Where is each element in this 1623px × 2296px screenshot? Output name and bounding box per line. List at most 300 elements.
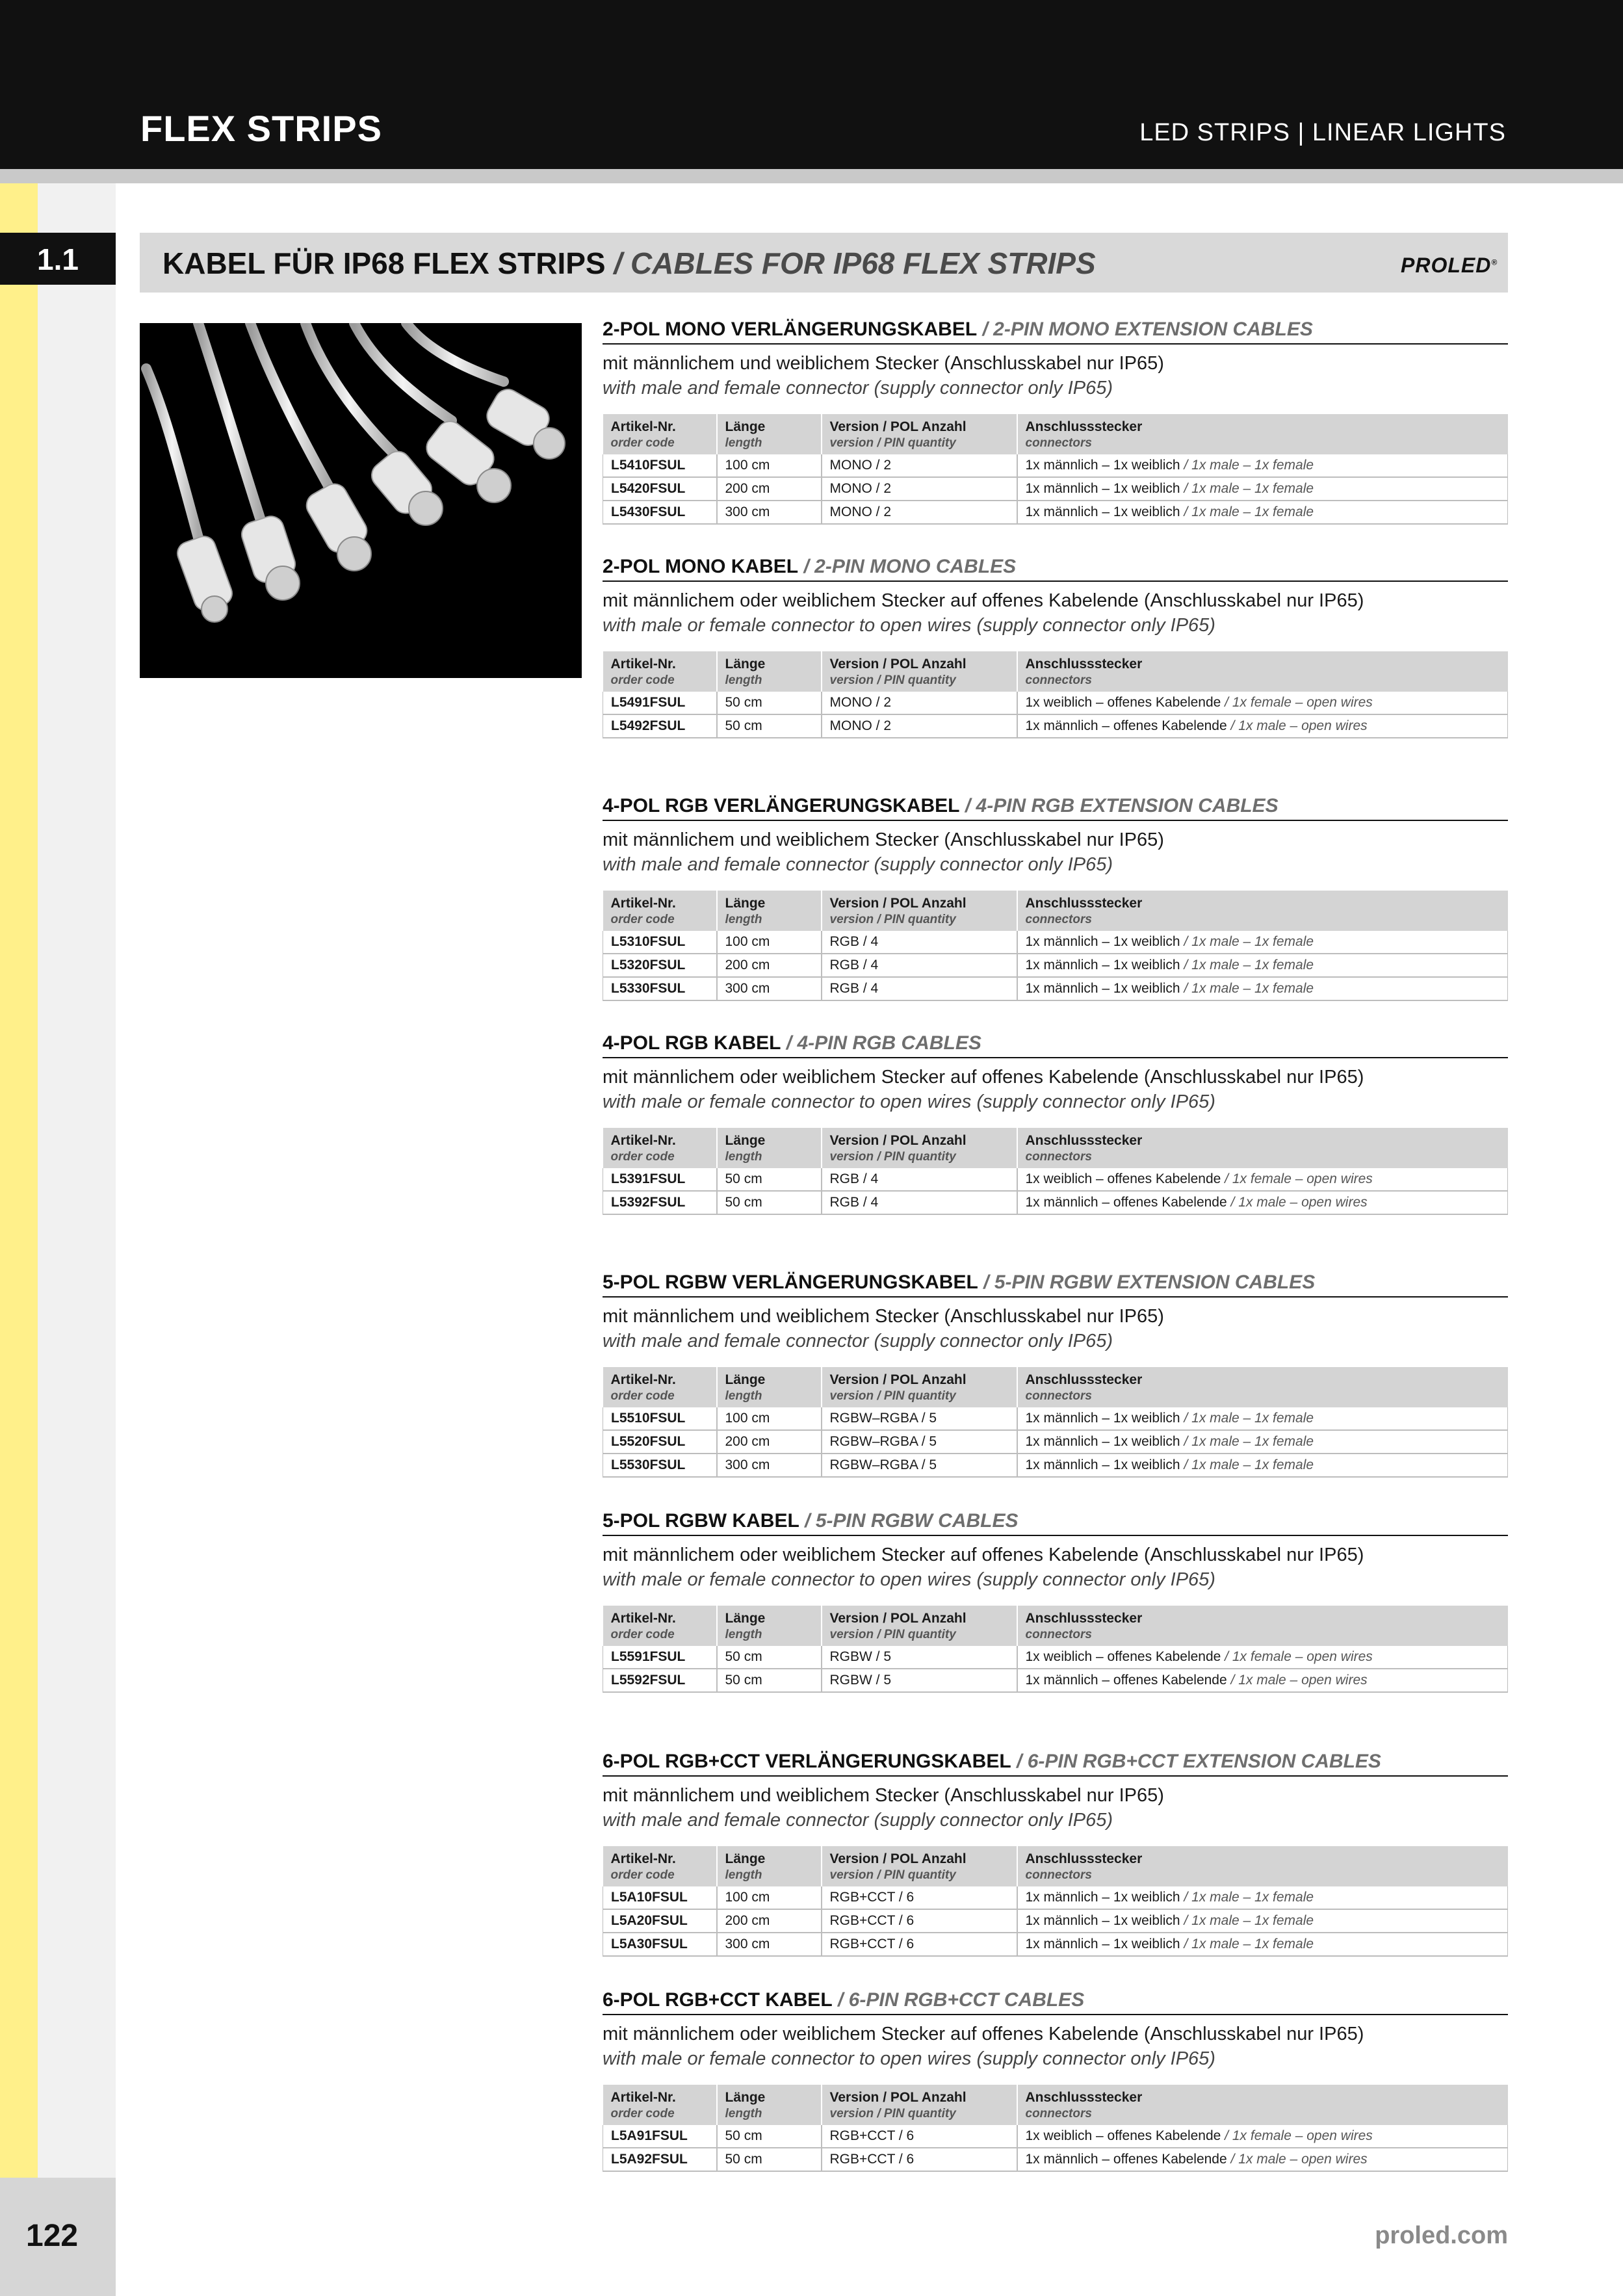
table-header-row	[603, 1128, 1508, 1168]
column-header-en: connectors	[1025, 1389, 1092, 1403]
order-code: L5492FSUL	[603, 714, 717, 738]
column-header-de: Länge	[725, 1611, 766, 1626]
block-title-de: 5-POL RGBW KABEL	[603, 1510, 799, 1532]
order-code: L5430FSUL	[603, 501, 717, 524]
block-title-en: 6-PIN RGB+CCT CABLES	[848, 1989, 1085, 2011]
table-row	[603, 1646, 1508, 1669]
column-header-de: Länge	[725, 1372, 766, 1387]
description-en: with male and female connector (supply connector only IP65)	[603, 1331, 1113, 1351]
spec-table	[603, 1367, 1508, 1478]
table-row	[603, 1886, 1508, 1909]
block-description	[603, 351, 1164, 400]
column-header-en: length	[725, 1628, 762, 1641]
connectors	[1017, 714, 1508, 738]
block-description	[603, 828, 1164, 877]
order-code: L5520FSUL	[603, 1430, 717, 1454]
order-code: L5530FSUL	[603, 1454, 717, 1477]
block-title-en: 4-PIN RGB EXTENSION CABLES	[976, 795, 1279, 816]
column-header-en: connectors	[1025, 1150, 1092, 1164]
pin-version: MONO / 2	[822, 477, 1017, 501]
table-row	[603, 1669, 1508, 1692]
column-header-de: Artikel-Nr.	[610, 2090, 676, 2105]
column-header-en: length	[725, 2107, 762, 2120]
connectors-de: 1x männlich – 1x weiblich	[1025, 1434, 1180, 1449]
registered-mark: ®	[1491, 257, 1498, 267]
column-header-en: connectors	[1025, 436, 1092, 450]
cable-length: 200 cm	[717, 477, 822, 501]
pin-version: RGBW–RGBA / 5	[822, 1407, 1017, 1430]
column-header-de: Anschlussstecker	[1025, 1372, 1143, 1387]
spec-table	[603, 1128, 1508, 1215]
order-code: L5310FSUL	[603, 931, 717, 954]
block-title	[603, 1751, 1508, 1777]
block-title-en: 2-PIN MONO CABLES	[814, 556, 1017, 577]
column-header-en: connectors	[1025, 1868, 1092, 1882]
column-header-de: Version / POL Anzahl	[829, 1611, 967, 1626]
section-title-de: KABEL FÜR IP68 FLEX STRIPS	[162, 246, 606, 280]
column-header-de: Version / POL Anzahl	[829, 2090, 967, 2105]
connectors-en: 1x male – 1x female	[1191, 1434, 1314, 1449]
column-header-de: Länge	[725, 657, 766, 672]
description-en: with male and female connector (supply connector only IP65)	[603, 854, 1113, 875]
cable-length: 200 cm	[717, 954, 822, 977]
table-row	[603, 1168, 1508, 1191]
table-row	[603, 931, 1508, 954]
column-header-de: Version / POL Anzahl	[829, 657, 967, 672]
column-header-en: connectors	[1025, 673, 1092, 687]
table-row	[603, 1909, 1508, 1933]
proled-logo	[1401, 254, 1498, 278]
connectors-en: 1x male – open wires	[1238, 718, 1368, 733]
order-code: L5510FSUL	[603, 1407, 717, 1430]
block-title-sep: /	[798, 556, 815, 577]
connectors-de: 1x männlich – 1x weiblich	[1025, 981, 1180, 996]
block-title-de: 2-POL MONO KABEL	[603, 556, 799, 577]
block-title-de: 6-POL RGB+CCT KABEL	[603, 1989, 833, 2011]
connectors-sep: /	[1180, 1411, 1192, 1426]
connectors-de: 1x männlich – 1x weiblich	[1025, 1913, 1180, 1928]
pin-version: RGBW–RGBA / 5	[822, 1430, 1017, 1454]
column-header-de: Anschlussstecker	[1025, 1133, 1143, 1148]
connectors-en: 1x male – 1x female	[1191, 481, 1314, 496]
section-title	[162, 246, 1096, 281]
column-header-de: Länge	[725, 2090, 766, 2105]
cable-length: 200 cm	[717, 1909, 822, 1933]
column-header-en: version / PIN quantity	[829, 913, 956, 926]
column-header	[822, 651, 1017, 692]
table-row	[603, 1407, 1508, 1430]
block-title-de: 5-POL RGBW VERLÄNGERUNGSKABEL	[603, 1272, 978, 1293]
cable-length: 300 cm	[717, 1454, 822, 1477]
table-row	[603, 692, 1508, 714]
column-header-de: Artikel-Nr.	[610, 1133, 676, 1148]
column-header-en: order code	[610, 1389, 675, 1403]
connectors-sep: /	[1180, 981, 1192, 996]
column-header-de: Anschlussstecker	[1025, 896, 1143, 911]
description-en: with male or female connector to open wires (supply connector only IP65)	[603, 1569, 1215, 1590]
column-header-de: Version / POL Anzahl	[829, 896, 967, 911]
column-header-de: Anschlussstecker	[1025, 419, 1143, 434]
pin-version: MONO / 2	[822, 454, 1017, 477]
pin-version: MONO / 2	[822, 501, 1017, 524]
connectors-de: 1x männlich – 1x weiblich	[1025, 1457, 1180, 1472]
table-header-row	[603, 414, 1508, 454]
column-header-en: length	[725, 436, 762, 450]
catalog-title: FLEX STRIPS	[140, 108, 382, 149]
connectors-en: 1x male – open wires	[1238, 1673, 1368, 1688]
order-code: L5330FSUL	[603, 977, 717, 1000]
cable-length: 50 cm	[717, 1191, 822, 1214]
connectors-en: 1x male – 1x female	[1191, 958, 1314, 972]
order-code: L5592FSUL	[603, 1669, 717, 1692]
connectors-en: 1x male – 1x female	[1191, 1890, 1314, 1905]
connectors-sep: /	[1227, 2152, 1239, 2167]
table-row	[603, 477, 1508, 501]
column-header-de: Länge	[725, 1133, 766, 1148]
column-header-en: order code	[610, 436, 675, 450]
pin-version: RGB / 4	[822, 1191, 1017, 1214]
connectors	[1017, 1191, 1508, 1214]
column-header-en: length	[725, 673, 762, 687]
column-header	[822, 2085, 1017, 2125]
connectors-de: 1x weiblich – offenes Kabelende	[1025, 1171, 1221, 1186]
connectors-de: 1x männlich – 1x weiblich	[1025, 958, 1180, 972]
table-row	[603, 1454, 1508, 1477]
spec-table	[603, 651, 1508, 738]
column-header	[603, 1367, 717, 1407]
connectors-de: 1x männlich – offenes Kabelende	[1025, 1195, 1227, 1210]
order-code: L5491FSUL	[603, 692, 717, 714]
cable-length: 100 cm	[717, 931, 822, 954]
description-de: mit männlichem und weiblichem Stecker (Anschlusskabel nur IP65)	[603, 1785, 1164, 1806]
column-header-de: Länge	[725, 1851, 766, 1866]
column-header-en: order code	[610, 2107, 675, 2120]
column-header	[717, 2085, 822, 2125]
description-de: mit männlichem und weiblichem Stecker (Anschlusskabel nur IP65)	[603, 1306, 1164, 1327]
description-de: mit männlichem oder weiblichem Stecker auf offenes Kabelende (Anschlusskabel nur IP65)	[603, 1067, 1364, 1088]
cable-length: 50 cm	[717, 714, 822, 738]
pin-version: RGB+CCT / 6	[822, 1886, 1017, 1909]
column-header-en: length	[725, 1389, 762, 1403]
connectors-de: 1x weiblich – offenes Kabelende	[1025, 2128, 1221, 2143]
order-code: L5420FSUL	[603, 477, 717, 501]
connectors-sep: /	[1180, 1890, 1192, 1905]
connectors-de: 1x männlich – 1x weiblich	[1025, 458, 1180, 473]
connectors	[1017, 954, 1508, 977]
connectors-en: 1x male – 1x female	[1191, 1913, 1314, 1928]
connectors	[1017, 692, 1508, 714]
column-header-en: connectors	[1025, 1628, 1092, 1641]
column-header-en: version / PIN quantity	[829, 673, 956, 687]
description-de: mit männlichem oder weiblichem Stecker auf offenes Kabelende (Anschlusskabel nur IP65)	[603, 1545, 1364, 1565]
cable-connectors-photo	[140, 323, 582, 678]
cable-length: 100 cm	[717, 1886, 822, 1909]
connectors-en: 1x male – open wires	[1238, 2152, 1368, 2167]
table-row	[603, 2125, 1508, 2148]
pin-version: RGB+CCT / 6	[822, 2148, 1017, 2171]
connectors-de: 1x weiblich – offenes Kabelende	[1025, 695, 1221, 710]
block-title-sep: /	[799, 1510, 816, 1532]
connectors-sep: /	[1227, 1673, 1239, 1688]
column-header-en: version / PIN quantity	[829, 436, 956, 450]
column-header	[603, 1606, 717, 1646]
pin-version: RGB / 4	[822, 954, 1017, 977]
connectors-en: 1x male – 1x female	[1191, 1937, 1314, 1951]
column-header-de: Artikel-Nr.	[610, 657, 676, 672]
table-header-row	[603, 1606, 1508, 1646]
connectors-sep: /	[1180, 504, 1192, 519]
table-row	[603, 454, 1508, 477]
column-header-en: version / PIN quantity	[829, 1628, 956, 1641]
description-de: mit männlichem oder weiblichem Stecker auf offenes Kabelende (Anschlusskabel nur IP65)	[603, 590, 1364, 611]
order-code: L5A30FSUL	[603, 1933, 717, 1956]
block-title-sep: /	[781, 1032, 798, 1054]
column-header	[822, 1606, 1017, 1646]
table-header-row	[603, 2085, 1508, 2125]
cable-length: 50 cm	[717, 2148, 822, 2171]
block-title-en: 5-PIN RGBW CABLES	[815, 1510, 1019, 1532]
pin-version: RGB / 4	[822, 1168, 1017, 1191]
table-row	[603, 1191, 1508, 1214]
connectors-en: 1x male – 1x female	[1191, 1411, 1314, 1426]
connectors-de: 1x männlich – offenes Kabelende	[1025, 2152, 1227, 2167]
connectors-sep: /	[1180, 1913, 1192, 1928]
cable-length: 300 cm	[717, 977, 822, 1000]
column-header-de: Anschlussstecker	[1025, 2090, 1143, 2105]
pin-version: RGBW / 5	[822, 1669, 1017, 1692]
order-code: L5A92FSUL	[603, 2148, 717, 2171]
connectors	[1017, 977, 1508, 1000]
cable-length: 50 cm	[717, 692, 822, 714]
column-header-de: Version / POL Anzahl	[829, 1851, 967, 1866]
block-title-en: 6-PIN RGB+CCT EXTENSION CABLES	[1027, 1751, 1381, 1772]
column-header	[603, 1846, 717, 1886]
block-title-sep: /	[977, 319, 994, 340]
order-code: L5392FSUL	[603, 1191, 717, 1214]
connectors-sep: /	[1227, 1195, 1239, 1210]
column-header	[717, 891, 822, 931]
column-header	[603, 414, 717, 454]
column-header-en: version / PIN quantity	[829, 1868, 956, 1882]
catalog-category: LED STRIPS | LINEAR LIGHTS	[1139, 119, 1506, 146]
column-header	[1017, 2085, 1508, 2125]
column-header-en: order code	[610, 1150, 675, 1164]
connectors	[1017, 2125, 1508, 2148]
spec-table	[603, 414, 1508, 525]
block-title	[603, 1989, 1508, 2015]
block-title-de: 4-POL RGB KABEL	[603, 1032, 781, 1054]
table-row	[603, 1933, 1508, 1956]
block-title-sep: /	[959, 795, 976, 816]
connectors-en: 1x female – open wires	[1232, 2128, 1373, 2143]
column-header	[1017, 1846, 1508, 1886]
connectors	[1017, 931, 1508, 954]
block-description	[603, 1543, 1364, 1592]
description-de: mit männlichem oder weiblichem Stecker auf offenes Kabelende (Anschlusskabel nur IP65)	[603, 2024, 1364, 2044]
connectors-en: 1x male – 1x female	[1191, 981, 1314, 996]
connectors-de: 1x männlich – offenes Kabelende	[1025, 1673, 1227, 1688]
column-header-en: version / PIN quantity	[829, 2107, 956, 2120]
column-header	[1017, 651, 1508, 692]
order-code: L5320FSUL	[603, 954, 717, 977]
table-row	[603, 501, 1508, 524]
order-code: L5A91FSUL	[603, 2125, 717, 2148]
connectors-sep: /	[1180, 1457, 1192, 1472]
connectors	[1017, 1933, 1508, 1956]
connectors-sep: /	[1221, 695, 1232, 710]
connectors-de: 1x männlich – 1x weiblich	[1025, 1937, 1180, 1951]
description-en: with male and female connector (supply connector only IP65)	[603, 1810, 1113, 1831]
connectors-de: 1x männlich – 1x weiblich	[1025, 481, 1180, 496]
chapter-color-strip	[0, 183, 38, 2185]
order-code: L5391FSUL	[603, 1168, 717, 1191]
cable-length: 300 cm	[717, 1933, 822, 1956]
connectors-en: 1x male – 1x female	[1191, 504, 1314, 519]
column-header	[717, 651, 822, 692]
column-header	[603, 1128, 717, 1168]
order-code: L5410FSUL	[603, 454, 717, 477]
proled-logo-text: PROLED	[1401, 254, 1492, 277]
connectors-en: 1x male – 1x female	[1191, 458, 1314, 473]
description-en: with male or female connector to open wires (supply connector only IP65)	[603, 1091, 1215, 1112]
table-header-row	[603, 1367, 1508, 1407]
order-code: L5591FSUL	[603, 1646, 717, 1669]
pin-version: RGB+CCT / 6	[822, 1909, 1017, 1933]
column-header-de: Anschlussstecker	[1025, 1851, 1143, 1866]
block-description	[603, 2022, 1364, 2071]
column-header	[1017, 1606, 1508, 1646]
column-header	[822, 1846, 1017, 1886]
column-header	[717, 1128, 822, 1168]
table-header-row	[603, 651, 1508, 692]
spec-table	[603, 1846, 1508, 1957]
connectors-en: 1x male – 1x female	[1191, 934, 1314, 949]
column-header	[822, 1128, 1017, 1168]
column-header-de: Version / POL Anzahl	[829, 1133, 967, 1148]
connectors-de: 1x männlich – 1x weiblich	[1025, 504, 1180, 519]
chapter-number: 1.1	[37, 242, 79, 276]
column-header-de: Länge	[725, 419, 766, 434]
column-header-de: Anschlussstecker	[1025, 1611, 1143, 1626]
header-divider	[0, 169, 1623, 183]
connectors	[1017, 1909, 1508, 1933]
column-header-de: Version / POL Anzahl	[829, 419, 967, 434]
block-title	[603, 319, 1508, 345]
connectors-sep: /	[1221, 1649, 1232, 1664]
connectors-en: 1x female – open wires	[1232, 1649, 1373, 1664]
section-title-sep: /	[605, 246, 630, 280]
column-header	[603, 2085, 717, 2125]
connectors-sep: /	[1227, 718, 1239, 733]
pin-version: RGB / 4	[822, 931, 1017, 954]
cable-length: 300 cm	[717, 501, 822, 524]
column-header-de: Länge	[725, 896, 766, 911]
table-row	[603, 2148, 1508, 2171]
column-header	[717, 414, 822, 454]
connectors-de: 1x weiblich – offenes Kabelende	[1025, 1649, 1221, 1664]
block-title	[603, 795, 1508, 821]
description-en: with male or female connector to open wires (supply connector only IP65)	[603, 615, 1215, 636]
column-header-de: Artikel-Nr.	[610, 1611, 676, 1626]
page-number: 122	[26, 2219, 79, 2253]
column-header-en: version / PIN quantity	[829, 1389, 956, 1403]
section-title-en: CABLES FOR IP68 FLEX STRIPS	[630, 246, 1096, 280]
column-header	[822, 414, 1017, 454]
pin-version: RGB / 4	[822, 977, 1017, 1000]
column-header-de: Anschlussstecker	[1025, 657, 1143, 672]
column-header-en: connectors	[1025, 2107, 1092, 2120]
block-title-de: 2-POL MONO VERLÄNGERUNGSKABEL	[603, 319, 978, 340]
connectors-sep: /	[1180, 458, 1192, 473]
block-title-de: 4-POL RGB VERLÄNGERUNGSKABEL	[603, 795, 960, 816]
description-de: mit männlichem und weiblichem Stecker (Anschlusskabel nur IP65)	[603, 353, 1164, 374]
column-header-en: length	[725, 1150, 762, 1164]
column-header-en: connectors	[1025, 913, 1092, 926]
spec-table	[603, 891, 1508, 1001]
connectors-sep: /	[1221, 1171, 1232, 1186]
order-code: L5A20FSUL	[603, 1909, 717, 1933]
block-description	[603, 1304, 1164, 1353]
block-title	[603, 1510, 1508, 1536]
table-header-row	[603, 1846, 1508, 1886]
column-header	[822, 891, 1017, 931]
block-title	[603, 1032, 1508, 1058]
column-header	[717, 1606, 822, 1646]
pin-version: RGB+CCT / 6	[822, 2125, 1017, 2148]
connectors	[1017, 454, 1508, 477]
column-header-de: Version / POL Anzahl	[829, 1372, 967, 1387]
connectors	[1017, 1168, 1508, 1191]
connectors	[1017, 1669, 1508, 1692]
column-header	[1017, 891, 1508, 931]
connectors-sep: /	[1180, 958, 1192, 972]
cable-length: 50 cm	[717, 2125, 822, 2148]
connectors-sep: /	[1221, 2128, 1232, 2143]
block-title-sep: /	[978, 1272, 994, 1293]
order-code: L5A10FSUL	[603, 1886, 717, 1909]
column-header-de: Artikel-Nr.	[610, 896, 676, 911]
footer-url[interactable]: proled.com	[1375, 2222, 1508, 2249]
block-title	[603, 1272, 1508, 1298]
column-header	[717, 1846, 822, 1886]
table-row	[603, 714, 1508, 738]
cable-length: 50 cm	[717, 1646, 822, 1669]
cable-length: 50 cm	[717, 1168, 822, 1191]
column-header-de: Artikel-Nr.	[610, 1851, 676, 1866]
table-row	[603, 954, 1508, 977]
cable-length: 100 cm	[717, 1407, 822, 1430]
spec-table	[603, 2085, 1508, 2172]
connectors-en: 1x female – open wires	[1232, 695, 1373, 710]
connectors	[1017, 1430, 1508, 1454]
pin-version: RGBW–RGBA / 5	[822, 1454, 1017, 1477]
column-header-en: version / PIN quantity	[829, 1150, 956, 1164]
pin-version: MONO / 2	[822, 714, 1017, 738]
connectors-en: 1x male – 1x female	[1191, 1457, 1314, 1472]
column-header	[603, 651, 717, 692]
column-header	[1017, 1367, 1508, 1407]
connectors-de: 1x männlich – 1x weiblich	[1025, 1890, 1180, 1905]
column-header	[717, 1367, 822, 1407]
column-header	[603, 891, 717, 931]
connectors	[1017, 1407, 1508, 1430]
table-header-row	[603, 891, 1508, 931]
cable-length: 200 cm	[717, 1430, 822, 1454]
connectors	[1017, 1886, 1508, 1909]
block-title-en: 5-PIN RGBW EXTENSION CABLES	[994, 1272, 1316, 1293]
cable-connectors-illustration	[140, 323, 582, 678]
pin-version: RGB+CCT / 6	[822, 1933, 1017, 1956]
